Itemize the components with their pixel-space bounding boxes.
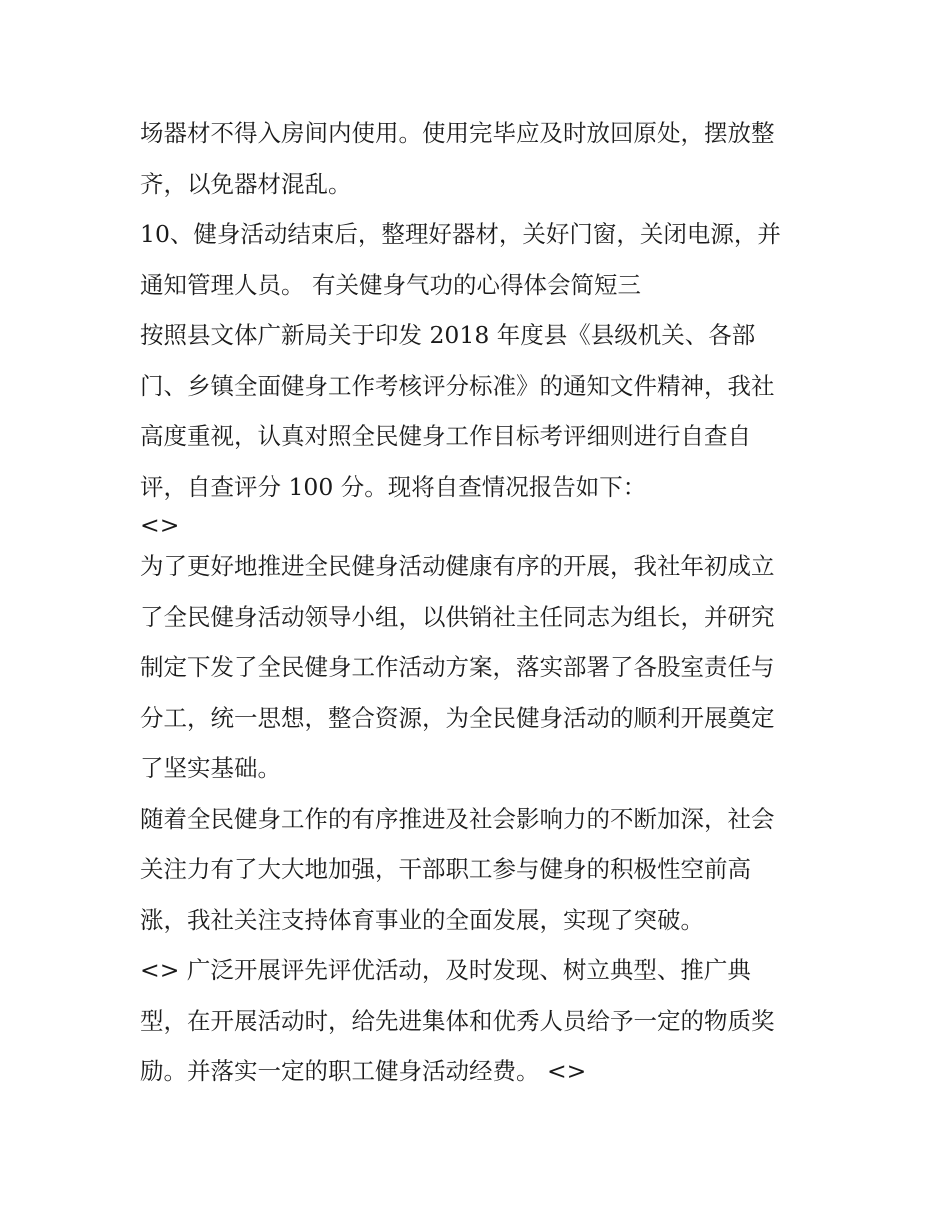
text-line: 按照县文体广新局关于印发 2018 年度县《县级机关、各部 [140, 321, 756, 349]
text-line: 门、乡镇全面健身工作考核评分标准》的通知文件精神，我社 [140, 371, 775, 400]
text-line: 10、健身活动结束后，整理好器材，关好门窗，关闭电源，并 [140, 220, 781, 248]
text-line: 随着全民健身工作的有序推进及社会影响力的不断加深，社会 [140, 804, 775, 833]
text-line: 型，在开展活动时，给先进集体和优秀人员给予一定的物质奖 [140, 1006, 775, 1035]
text-line: 了全民健身活动领导小组，以供销社主任同志为组长，并研究 [140, 602, 775, 631]
section-marker: <> [140, 511, 180, 539]
text-line: 涨，我社关注支持体育事业的全面发展，实现了突破。 [140, 905, 704, 934]
text-line: 齐，以免器材混乱。 [140, 169, 352, 198]
text-line: 通知管理人员。 有关健身气功的心得体会简短三 [140, 270, 641, 299]
text-line: 高度重视，认真对照全民健身工作目标考评细则进行自查自 [140, 422, 751, 450]
text-line: 了坚实基础。 [140, 754, 281, 782]
document-body [140, 108, 830, 1097]
text-line: 励。并落实一定的职工健身活动经费。 <> [140, 1057, 587, 1085]
text-line: 场器材不得入房间内使用。使用完毕应及时放回原处，摆放整 [140, 119, 775, 147]
text-line: 为了更好地推进全民健身活动健康有序的开展，我社年初成立 [140, 552, 775, 580]
text-line: 分工，统一思想，整合资源，为全民健身活动的顺利开展奠定 [140, 703, 775, 732]
text-line: 制定下发了全民健身工作活动方案，落实部署了各股室责任与 [140, 653, 775, 681]
text-line: 关注力有了大大地加强，干部职工参与健身的积极性空前高 [140, 855, 751, 883]
text-line: <> 广泛开展评先评优活动，及时发现、树立典型、推广典 [140, 956, 751, 984]
text-line: 评，自查评分 100 分。现将自查情况报告如下： [140, 472, 647, 501]
